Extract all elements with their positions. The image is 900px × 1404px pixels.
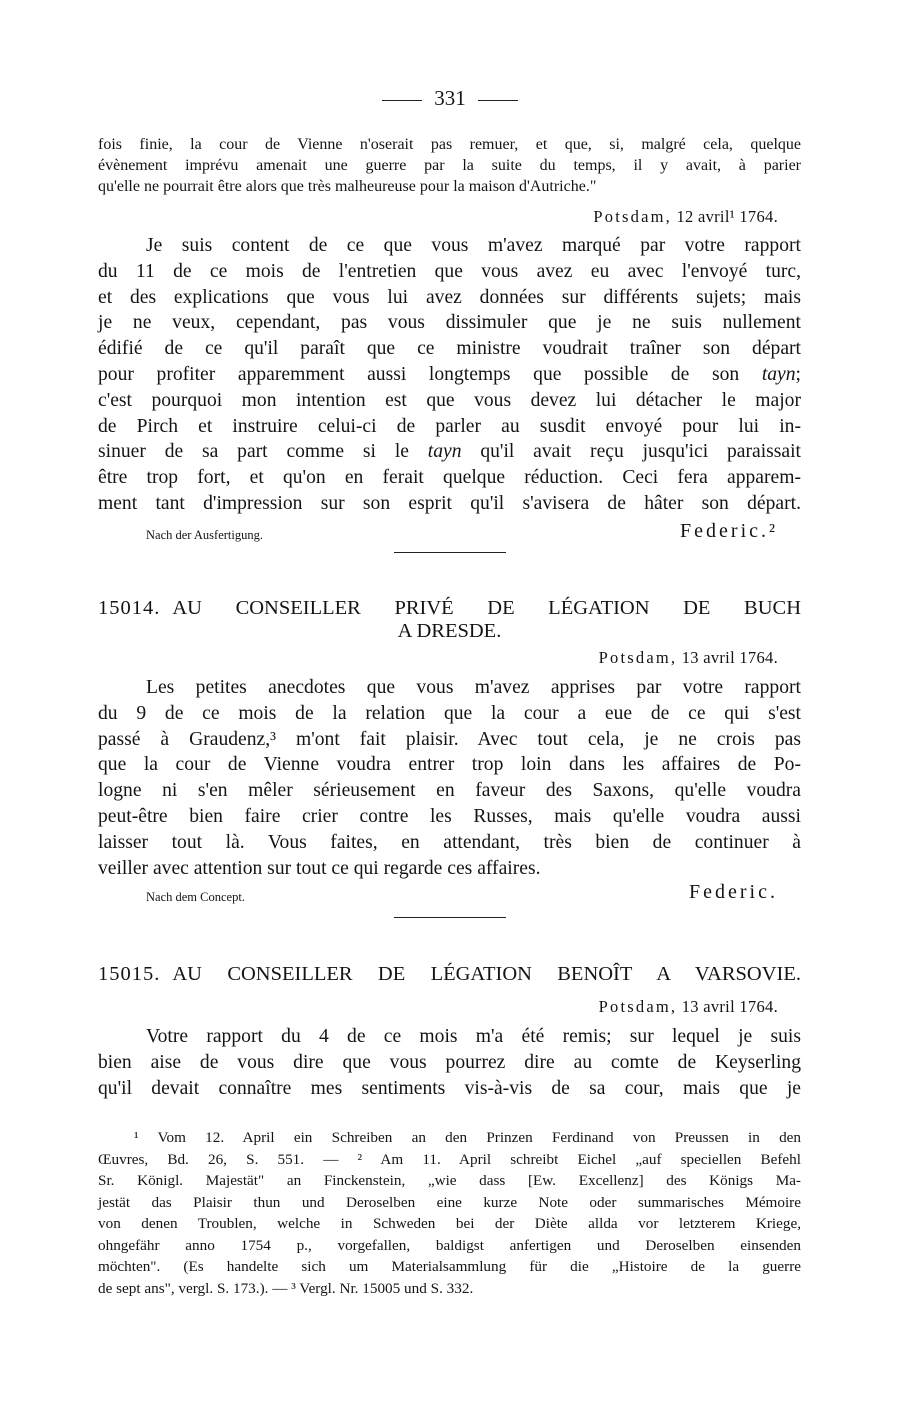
letter2-dateline xyxy=(599,648,778,668)
date-text: 13 avril 1764. xyxy=(681,648,778,667)
letter1-source-note: Nach der Ausfertigung. xyxy=(146,528,263,542)
letter1-signature: Federic.² xyxy=(680,520,778,542)
text-line: logne ni s'en mêler sérieusement en faveur des Saxons, qu'elle voudra xyxy=(98,780,801,802)
text-line: Les petites anecdotes que vous m'avez apprises par votre rapport xyxy=(146,677,801,698)
text-line: ment tant d'impression sur son esprit qu'il s'avisera de hâter son départ. xyxy=(98,492,801,514)
text-line: du 9 de ce mois de la relation que la cour a eue de ce qui s'est xyxy=(98,702,801,724)
text-line: et des explications que vous lui avez données sur différents sujets; mais xyxy=(98,286,801,308)
section-divider xyxy=(394,552,506,553)
text-line: édifié de ce qu'il paraît que ce ministre voudrait traîner son départ xyxy=(98,338,801,360)
text-line: laisser tout là. Vous faites, en attendant, très bien de continuer à xyxy=(98,831,801,853)
heading-title: AU CONSEILLER PRIVÉ DE LÉGATION DE BUCH xyxy=(172,597,801,619)
text-line: fois finie, la cour de Vienne n'oserait pas remuer, et que, si, malgré cela, quelque xyxy=(98,136,801,153)
heading-line xyxy=(98,597,801,620)
date-place: Potsdam, xyxy=(598,648,678,667)
footnote-line: möchten". (Es handelte sich um Materialsammlung für die „Histoire de la guerre xyxy=(98,1258,801,1275)
footnote-line: ohngefähr anno 1754 p., vorgefallen, baldigst anfertigen und Deroselben einsenden xyxy=(98,1236,801,1254)
text-line: veiller avec attention sur tout ce qui regarde ces affaires. xyxy=(98,857,541,879)
date-place: Potsdam, xyxy=(598,997,678,1016)
footnote-line: jestät das Plaisir thun und Deroselben eine kurze Note oder summarisches Mémoire xyxy=(98,1193,801,1211)
heading-line: A DRESDE. xyxy=(397,620,502,642)
text-line: passé à Graudenz,³ m'ont fait plaisir. Avec tout cela, je ne crois pas xyxy=(98,728,801,750)
section-divider xyxy=(394,917,506,918)
text-line: qu'il devait connaître mes sentiments vis-à-vis de sa cour, mais que je xyxy=(98,1077,801,1099)
footnote-line: Œuvres, Bd. 26, S. 551. — ² Am 11. April schreibt Eichel „auf speciellen Befehl xyxy=(98,1150,801,1168)
footnote-line: von denen Troublen, welche in Schweden bei der Diète allda vor letzterem Kriege, xyxy=(98,1215,801,1232)
text-line: évènement imprévu amenait une guerre par la suite du temps, il y avait, à parier xyxy=(98,157,801,174)
heading-title: AU CONSEILLER DE LÉGATION BENOÎT A VARSOVIE. xyxy=(172,963,801,985)
date-place: Potsdam, xyxy=(593,207,672,226)
letter2-source-note: Nach dem Concept. xyxy=(146,890,245,904)
footnote-line: de sept ans", vergl. S. 173.). — ³ Vergl. Nr. 15005 und S. 332. xyxy=(98,1279,474,1297)
text-line: je ne veux, cependant, pas vous dissimuler que je ne suis nullement xyxy=(98,312,801,334)
text-line: Je suis content de ce que vous m'avez marqué par votre rapport xyxy=(146,235,801,256)
text-line: être trop fort, et qu'on en ferait quelque réduction. Ceci fera apparem- xyxy=(98,467,801,489)
text-line: bien aise de vous dire que vous pourrez dire au comte de Keyserling xyxy=(98,1051,801,1073)
text-line: Votre rapport du 4 de ce mois m'a été remis; sur lequel je suis xyxy=(146,1026,801,1047)
page-header xyxy=(0,86,900,111)
footnotes xyxy=(98,1127,801,1299)
letter-number: 15015. xyxy=(98,963,161,985)
text-line: du 11 de ce mois de l'entretien que vous avez eu avec l'envoyé turc, xyxy=(98,260,801,282)
text-line: pour profiter apparemment aussi longtemps que possible de son tayn; xyxy=(98,363,801,385)
text-line: sinuer de sa part comme si le tayn qu'il avait reçu jusqu'ici paraissait xyxy=(98,441,801,463)
header-dash-left xyxy=(382,100,422,101)
letter3-body xyxy=(98,1024,801,1101)
letter2-body xyxy=(98,675,801,881)
footnote-line: Sr. Königl. Majestät" an Finckenstein, „wie dass [Ew. Excellenz] des Königs Ma- xyxy=(98,1172,801,1189)
text-line: c'est pourquoi mon intention est que vous devez lui détacher le major xyxy=(98,389,801,411)
page-number: 331 xyxy=(434,86,466,110)
letter2-signature: Federic. xyxy=(689,881,778,903)
date-text: 13 avril 1764. xyxy=(681,997,778,1016)
footnote-line: ¹ Vom 12. April ein Schreiben an den Prinzen Ferdinand von Preussen in den xyxy=(134,1129,801,1146)
letter1-body xyxy=(98,233,801,517)
text-line: peut-être bien faire crier contre les Russes, mais qu'elle voudra aussi xyxy=(98,805,801,827)
header-dash-right xyxy=(478,100,518,101)
letter3-heading xyxy=(98,963,801,986)
text-line: qu'elle ne pourrait être alors que très malheureuse pour la maison d'Autriche." xyxy=(98,178,597,195)
letter1-dateline xyxy=(593,207,778,227)
heading-line xyxy=(98,963,801,986)
previous-letter-ending xyxy=(98,134,801,197)
date-text: 12 avril¹ 1764. xyxy=(676,207,778,226)
letter-number: 15014. xyxy=(98,597,161,619)
letter3-dateline xyxy=(599,997,778,1017)
text-line: de Pirch et instruire celui-ci de parler au susdit envoyé pour lui in- xyxy=(98,415,801,437)
text-line: que la cour de Vienne voudra entrer trop loin dans les affaires de Po- xyxy=(98,754,801,776)
letter2-heading xyxy=(98,597,801,643)
